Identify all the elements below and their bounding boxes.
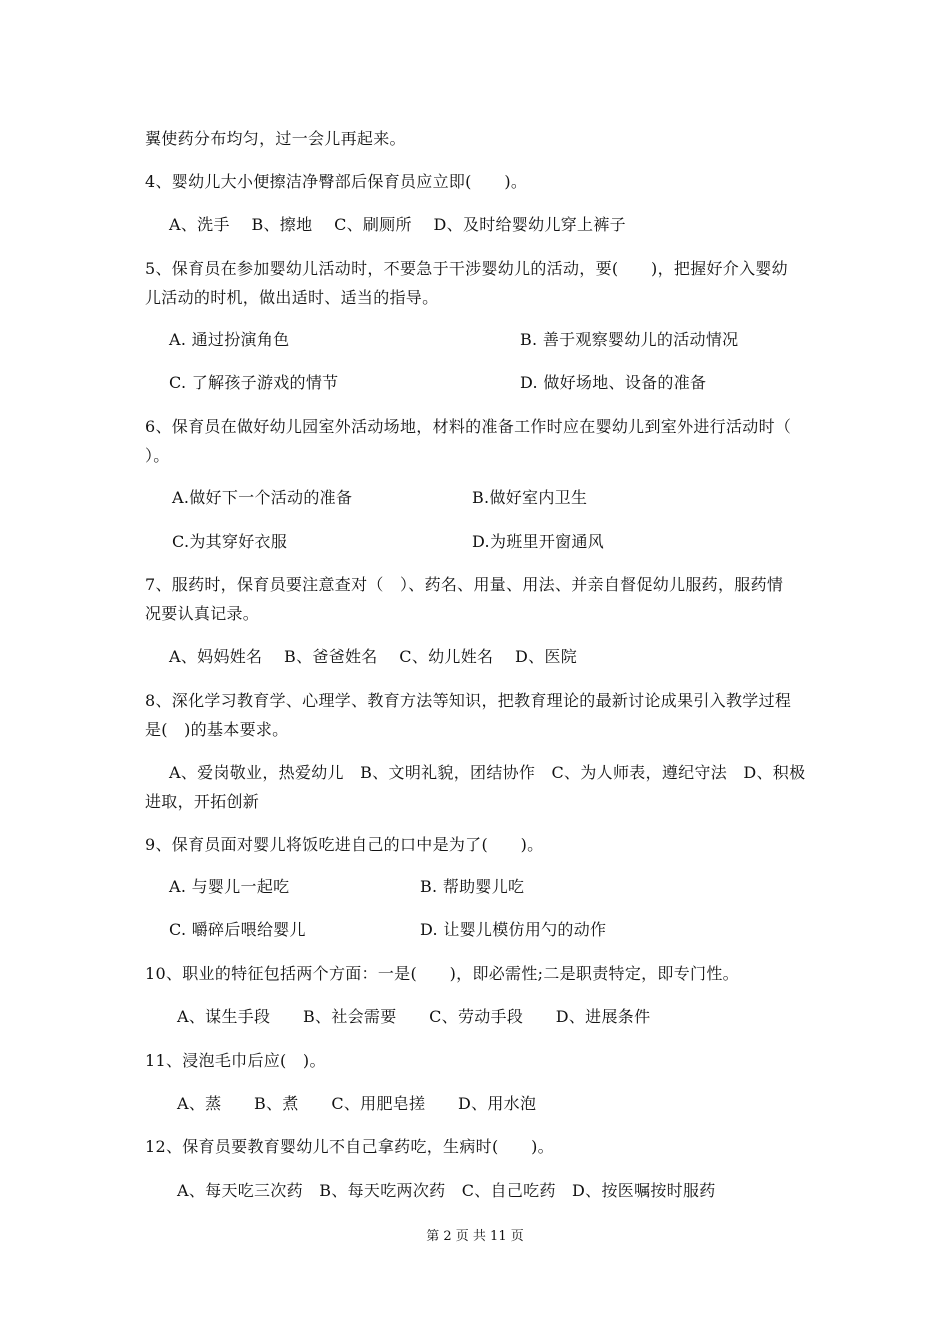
question-9-option-d: D. 让婴儿模仿用勺的动作: [420, 920, 607, 939]
question-9-option-a: A. 与婴儿一起吃: [169, 877, 290, 896]
question-10: 10、职业的特征包括两个方面：一是( )，即必需性;二是职责特定，即专门性。: [145, 964, 739, 983]
question-5-option-a: A. 通过扮演角色: [169, 330, 290, 349]
question-10-options: A、谋生手段 B、社会需要 C、劳动手段 D、进展条件: [177, 1007, 651, 1026]
question-6-option-a: A.做好下一个活动的准备: [172, 488, 353, 507]
question-9-option-c: C. 嚼碎后喂给婴儿: [169, 920, 306, 939]
question-6-line-2: ）。: [145, 446, 170, 465]
question-6-line-1: 6、保育员在做好幼儿园室外活动场地，材料的准备工作时应在婴幼儿到室外进行活动时（: [145, 417, 792, 436]
question-5-line-1: 5、保育员在参加婴幼儿活动时，不要急于干涉婴幼儿的活动，要( )，把握好介入婴幼: [145, 259, 788, 278]
question-11-options: A、蒸 B、煮 C、用肥皂搓 D、用水泡: [177, 1094, 537, 1113]
question-11: 11、浸泡毛巾后应( )。: [145, 1051, 326, 1070]
question-9: 9、保育员面对婴儿将饭吃进自己的口中是为了( )。: [145, 835, 544, 854]
question-6-option-b: B.做好室内卫生: [472, 488, 588, 507]
question-4-options: A、洗手 B、擦地 C、刷厕所 D、及时给婴幼儿穿上裤子: [169, 215, 626, 234]
question-5-option-d: D. 做好场地、设备的准备: [520, 373, 707, 392]
question-12: 12、保育员要教育婴幼儿不自己拿药吃，生病时( )。: [145, 1137, 554, 1156]
question-8-line-1: 8、深化学习教育学、心理学、教育方法等知识，把教育理论的最新讨论成果引入教学过程: [145, 691, 792, 710]
question-6-option-c: C.为其穿好衣服: [172, 532, 288, 551]
question-7-line-1: 7、服药时，保育员要注意查对（ ）、药名、用量、用法、并亲自督促幼儿服药，服药情: [145, 575, 784, 594]
question-4: 4、婴幼儿大小便擦洁净臀部后保育员应立即( )。: [145, 172, 528, 191]
question-6-option-d: D.为班里开窗通风: [472, 532, 605, 551]
intro-line: 翼使药分布均匀，过一会儿再起来。: [145, 129, 406, 148]
question-8-options-line-1: A、爱岗敬业，热爱幼儿 B、文明礼貌，团结协作 C、为人师表，遵纪守法 D、积极: [169, 763, 806, 782]
question-8-line-2: 是( )的基本要求。: [145, 720, 289, 739]
question-5-option-b: B. 善于观察婴幼儿的活动情况: [520, 330, 739, 349]
question-12-options: A、每天吃三次药 B、每天吃两次药 C、自己吃药 D、按医嘱按时服药: [177, 1181, 716, 1200]
question-5-line-2: 儿活动的时机，做出适时、适当的指导。: [145, 288, 439, 307]
page-footer: 第 2 页 共 11 页: [426, 1229, 524, 1244]
question-7-options: A、妈妈姓名 B、爸爸姓名 C、幼儿姓名 D、医院: [169, 647, 578, 666]
question-7-line-2: 况要认真记录。: [145, 604, 260, 623]
question-5-option-c: C. 了解孩子游戏的情节: [169, 373, 339, 392]
question-8-options-line-2: 进取，开拓创新: [145, 792, 260, 811]
question-9-option-b: B. 帮助婴儿吃: [420, 877, 525, 896]
